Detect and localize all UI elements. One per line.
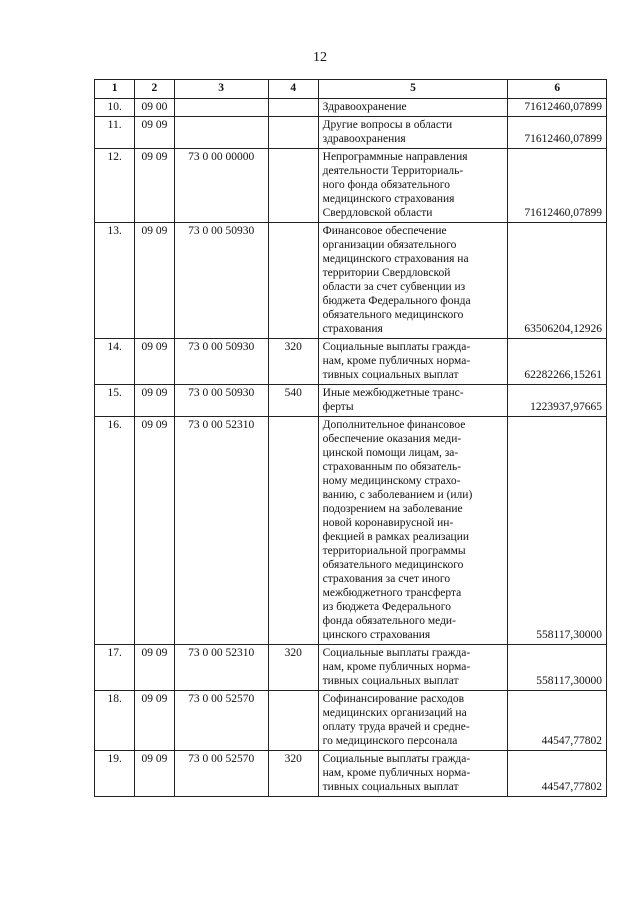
header-col-4: 4	[268, 80, 318, 99]
row-number: 17.	[95, 645, 135, 691]
table-row	[95, 751, 607, 797]
table-body	[95, 99, 607, 797]
target-code: 73 0 00 52310	[174, 645, 268, 691]
amount: 71612460,07899	[508, 117, 607, 149]
target-code: 73 0 00 52570	[174, 691, 268, 751]
target-code: 73 0 00 50930	[174, 385, 268, 417]
item-name: Социальные выплаты гражда- нам, кроме публичных норма- тивных социальных выплат	[318, 645, 508, 691]
expense-type-code	[268, 117, 318, 149]
row-number: 10.	[95, 99, 135, 117]
item-name: Социальные выплаты гражда- нам, кроме публичных норма- тивных социальных выплат	[318, 339, 508, 385]
expense-type-code: 320	[268, 339, 318, 385]
target-code: 73 0 00 50930	[174, 223, 268, 339]
row-number: 16.	[95, 417, 135, 645]
table-row	[95, 385, 607, 417]
expense-type-code	[268, 691, 318, 751]
amount: 558117,30000	[508, 645, 607, 691]
section-code: 09 09	[135, 417, 174, 645]
table-row	[95, 223, 607, 339]
expense-type-code: 540	[268, 385, 318, 417]
expense-type-code	[268, 417, 318, 645]
section-code: 09 09	[135, 223, 174, 339]
target-code: 73 0 00 00000	[174, 149, 268, 223]
row-number: 12.	[95, 149, 135, 223]
header-col-3: 3	[174, 80, 268, 99]
row-number: 18.	[95, 691, 135, 751]
section-code: 09 09	[135, 385, 174, 417]
section-code: 09 00	[135, 99, 174, 117]
item-name: Социальные выплаты гражда- нам, кроме публичных норма- тивных социальных выплат	[318, 751, 508, 797]
expense-type-code	[268, 149, 318, 223]
budget-table	[94, 79, 607, 797]
item-name: Дополнительное финансовое обеспечение оказания меди- цинской помощи лицам, за- страхованным по обязатель- ному медицинскому страхо- ванию, с заболеванием и (или) подозрением на заболевание новой коронавирусной ин- фекцией в рамках реализации территориальной программы обязательного медицинского страхования за счет иного межбюджетного трансферта из бюджета Федерального фонда обязательного меди- цинского страхования	[318, 417, 508, 645]
item-name: Финансовое обеспечение организации обязательного медицинского страхования на территории Свердловской области за счет субвенции из бюджета Федерального фонда обязательного медицинского страхования	[318, 223, 508, 339]
expense-type-code	[268, 223, 318, 339]
row-number: 15.	[95, 385, 135, 417]
expense-type-code: 320	[268, 645, 318, 691]
header-col-6: 6	[508, 80, 607, 99]
target-code: 73 0 00 52570	[174, 751, 268, 797]
expense-type-code	[268, 99, 318, 117]
section-code: 09 09	[135, 117, 174, 149]
table-row	[95, 691, 607, 751]
row-number: 19.	[95, 751, 135, 797]
section-code: 09 09	[135, 339, 174, 385]
target-code: 73 0 00 50930	[174, 339, 268, 385]
header-col-5: 5	[318, 80, 508, 99]
section-code: 09 09	[135, 751, 174, 797]
row-number: 11.	[95, 117, 135, 149]
row-number: 14.	[95, 339, 135, 385]
section-code: 09 09	[135, 149, 174, 223]
table-row	[95, 149, 607, 223]
target-code	[174, 99, 268, 117]
amount: 44547,77802	[508, 751, 607, 797]
table-header-row	[95, 80, 607, 99]
header-col-2: 2	[135, 80, 174, 99]
amount: 71612460,07899	[508, 149, 607, 223]
target-code: 73 0 00 52310	[174, 417, 268, 645]
item-name: Софинансирование расходов медицинских организаций на оплату труда врачей и средне- го медицинского персонала	[318, 691, 508, 751]
table-row	[95, 645, 607, 691]
table-row	[95, 117, 607, 149]
table-row	[95, 417, 607, 645]
section-code: 09 09	[135, 645, 174, 691]
row-number: 13.	[95, 223, 135, 339]
amount: 63506204,12926	[508, 223, 607, 339]
amount: 44547,77802	[508, 691, 607, 751]
section-code: 09 09	[135, 691, 174, 751]
amount: 71612460,07899	[508, 99, 607, 117]
header-col-1: 1	[95, 80, 135, 99]
amount: 1223937,97665	[508, 385, 607, 417]
target-code	[174, 117, 268, 149]
item-name: Иные межбюджетные транс- ферты	[318, 385, 508, 417]
amount: 558117,30000	[508, 417, 607, 645]
page-number: 12	[313, 50, 327, 65]
amount: 62282266,15261	[508, 339, 607, 385]
table-row	[95, 339, 607, 385]
item-name: Здравоохранение	[318, 99, 508, 117]
item-name: Другие вопросы в области здравоохранения	[318, 117, 508, 149]
item-name: Непрограммные направления деятельности Территориаль- ного фонда обязательного медицинского страхования Свердловской области	[318, 149, 508, 223]
expense-type-code: 320	[268, 751, 318, 797]
table-row	[95, 99, 607, 117]
